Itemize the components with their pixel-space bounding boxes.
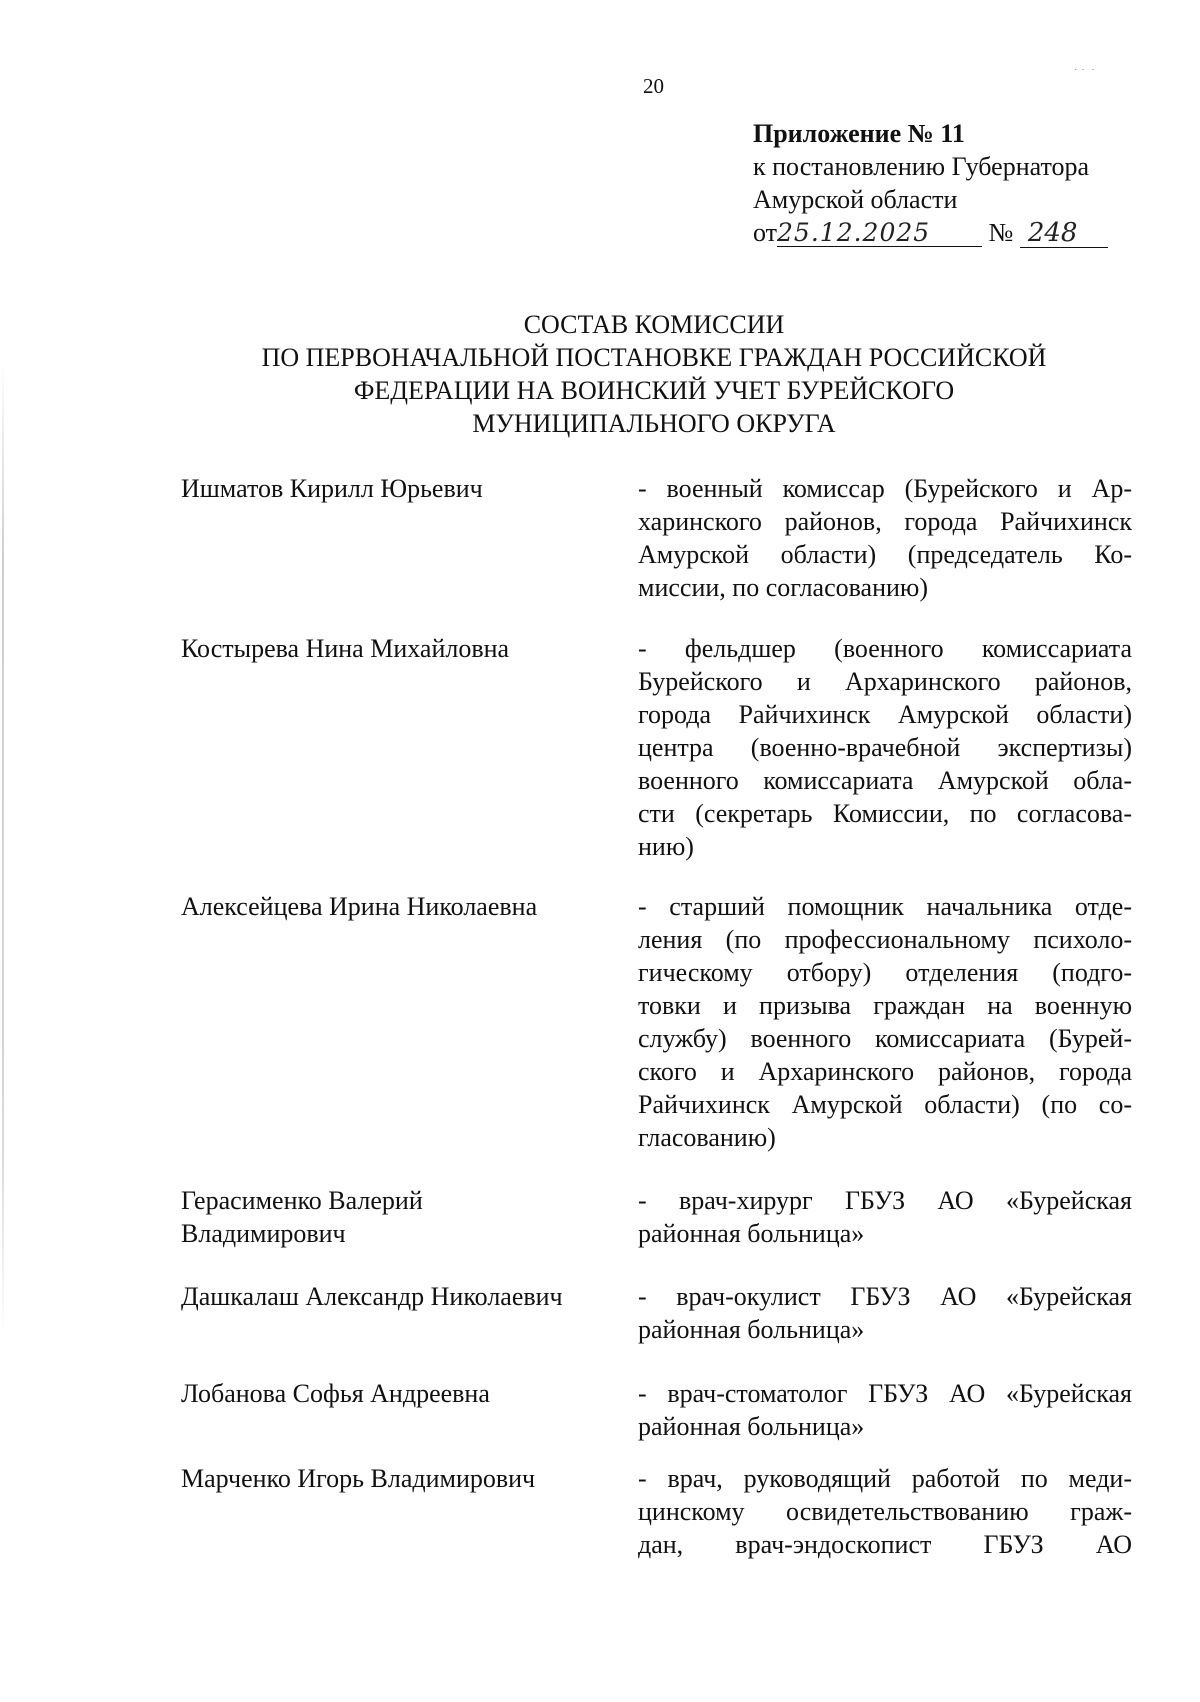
appendix-line-decree: к постановлению Губернатора [753,152,1090,181]
member-role [638,890,1132,1154]
member-role-line: Райчихинск Амурской области) (по со- [638,1090,1132,1119]
member-role-line: - фельдшер (военного комиссариата [638,634,1132,663]
appendix-title: Приложение № 11 [753,119,965,148]
member-role [638,1280,1132,1346]
member-role-line: - врач-окулист ГБУЗ АО «Бурейская [638,1282,1132,1311]
member-name [181,472,611,505]
member-name-line: Лобанова Софья Андреевна [181,1379,490,1408]
member-role [638,632,1132,863]
member-role-line: - старший помощник начальника отде- [638,892,1132,921]
member-name-line: Костырева Нина Михайловна [181,634,510,663]
member-name-line: Герасименко Валерий [181,1186,423,1215]
appendix-date-number-line [753,216,1108,249]
member-role-line: харинского районов, города Райчихинск [638,507,1132,536]
scan-speck-mark: ˙ ̇ ˙ [1074,68,1098,79]
member-role-line: миссии, по согласованию) [638,573,929,602]
member-role-line: цинскому освидетельствованию граж- [638,1497,1132,1526]
member-name-line: Владимирович [181,1219,346,1248]
member-role-line: - врач-хирург ГБУЗ АО «Бурейская [638,1186,1132,1215]
handwritten-date: 25.12.2025 [777,219,982,247]
member-role-line: нию) [638,832,694,861]
member-role-line: ления (по профессиональному психоло- [638,925,1132,954]
member-role-line: службу) военного комиссариата (Бурей- [638,1024,1132,1053]
member-role-line: - врач-стоматолог ГБУЗ АО «Бурейская [638,1379,1132,1408]
heading-line: СОСТАВ КОМИССИИ [523,310,785,339]
scan-edge-shadow [2,360,4,1340]
appendix-block [753,117,1108,249]
member-role-line: товки и призыва граждан на военную [638,991,1132,1020]
member-role [638,1462,1132,1561]
heading-line: ПО ПЕРВОНАЧАЛЬНОЙ ПОСТАНОВКЕ ГРАЖДАН РОССИЙСКОЙ [261,343,1047,372]
member-name [181,1280,611,1313]
appendix-line-region: Амурской области [753,185,958,214]
heading-line: МУНИЦИПАЛЬНОГО ОКРУГА [472,409,836,438]
member-role-line: военного комиссариата Амурской обла- [638,766,1132,795]
member-role-line: гласованию) [638,1123,776,1152]
member-name-line: Алексейцева Ирина Николаевна [181,892,538,921]
number-label: № [988,218,1014,247]
member-role-line: центра (военно-врачебной экспертизы) [638,733,1132,762]
member-role-line: ского и Архаринского районов, города [638,1057,1132,1086]
member-name [181,1377,611,1410]
member-name [181,632,611,665]
member-role-line: районная больница» [638,1315,865,1344]
member-name-line: Ишматов Кирилл Юрьевич [181,474,483,503]
member-name [181,1184,611,1250]
member-role-line: гическому отбору) отделения (подго- [638,958,1132,987]
member-role-line: - врач, руководящий работой по меди- [638,1464,1132,1493]
member-role-line: районная больница» [638,1412,865,1441]
member-role-line: Амурской области) (председатель Ко- [638,540,1132,569]
member-role [638,472,1132,604]
page-number: 20 [643,74,664,98]
member-role-line: Бурейского и Архаринского районов, [638,667,1132,696]
member-role-line: города Райчихинск Амурской области) [638,700,1132,729]
member-role-line: сти (секретарь Комиссии, по согласова- [638,799,1132,828]
heading-line: ФЕДЕРАЦИИ НА ВОИНСКИЙ УЧЕТ БУРЕЙСКОГО [353,376,955,405]
from-label: от [753,218,778,247]
member-role-line: районная больница» [638,1219,865,1248]
member-name [181,1462,611,1495]
member-name-line: Марченко Игорь Владимирович [181,1464,536,1493]
member-role [638,1184,1132,1250]
member-name-line: Дашкалаш Александр Николаевич [181,1282,563,1311]
member-role-line: - военный комиссар (Бурейского и Ар- [638,474,1132,503]
member-role [638,1377,1132,1443]
member-name [181,890,611,923]
member-role-line: дан, врач-эндоскопист ГБУЗ АО [638,1530,1132,1559]
document-heading [200,308,1108,440]
handwritten-number: 248 [1020,220,1108,248]
